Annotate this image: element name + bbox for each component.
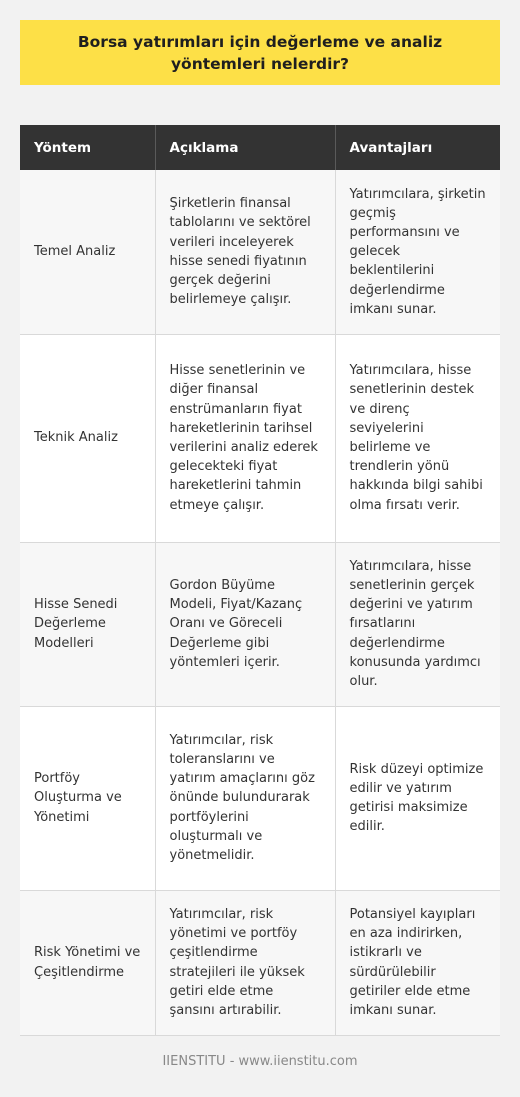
advantages-cell: Yatırımcılara, hisse senetlerinin gerçek değerini ve yatırım fırsatlarını değerlendirme konusunda yardımcı olur. bbox=[335, 542, 500, 706]
description-cell: Hisse senetlerinin ve diğer finansal enstrümanların fiyat hareketlerinin tarihsel verilerini analiz ederek gelecekteki fiyat hareketlerini tahmin etmeye çalışır. bbox=[155, 334, 335, 542]
advantages-cell: Potansiyel kayıpları en aza indirirken, istikrarlı ve sürdürülebilir getiriler elde etme imkanı sunar. bbox=[335, 890, 500, 1035]
table-header-row bbox=[20, 125, 500, 170]
table-row bbox=[20, 890, 500, 1035]
table-row bbox=[20, 706, 500, 890]
column-header-method: Yöntem bbox=[20, 125, 155, 170]
description-cell: Yatırımcılar, risk toleranslarını ve yatırım amaçlarını göz önünde bulundurarak portföylerini oluşturmalı ve yönetmelidir. bbox=[155, 706, 335, 890]
page-title: Borsa yatırımları için değerleme ve analiz yöntemleri nelerdir? bbox=[77, 32, 443, 73]
table-body bbox=[20, 170, 500, 1035]
method-cell: Teknik Analiz bbox=[20, 334, 155, 542]
description-cell: Gordon Büyüme Modeli, Fiyat/Kazanç Oranı ve Göreceli Değerleme gibi yöntemleri içerir. bbox=[155, 542, 335, 706]
footer-credit: IIENSTITU - www.iienstitu.com bbox=[162, 1054, 358, 1069]
method-cell: Portföy Oluşturma ve Yönetimi bbox=[20, 706, 155, 890]
advantages-cell: Risk düzeyi optimize edilir ve yatırım getirisi maksimize edilir. bbox=[335, 706, 500, 890]
title-banner bbox=[20, 20, 500, 85]
table-row bbox=[20, 170, 500, 334]
method-cell: Temel Analiz bbox=[20, 170, 155, 334]
advantages-cell: Yatırımcılara, şirketin geçmiş performansını ve gelecek beklentilerini değerlendirme imkanı sunar. bbox=[335, 170, 500, 334]
methods-table bbox=[20, 125, 500, 1036]
table-header bbox=[20, 125, 500, 170]
column-header-description: Açıklama bbox=[155, 125, 335, 170]
advantages-cell: Yatırımcılara, hisse senetlerinin destek ve direnç seviyelerini belirleme ve trendlerin yönü hakkında bilgi sahibi olma fırsatı verir. bbox=[335, 334, 500, 542]
table-row bbox=[20, 542, 500, 706]
method-cell: Hisse Senedi Değerleme Modelleri bbox=[20, 542, 155, 706]
column-header-advantages: Avantajları bbox=[335, 125, 500, 170]
description-cell: Şirketlerin finansal tablolarını ve sektörel verileri inceleyerek hisse senedi fiyatının gerçek değerini belirlemeye çalışır. bbox=[155, 170, 335, 334]
table-row bbox=[20, 334, 500, 542]
description-cell: Yatırımcılar, risk yönetimi ve portföy çeşitlendirme stratejileri ile yüksek getiri elde etme şansını artırabilir. bbox=[155, 890, 335, 1035]
method-cell: Risk Yönetimi ve Çeşitlendirme bbox=[20, 890, 155, 1035]
